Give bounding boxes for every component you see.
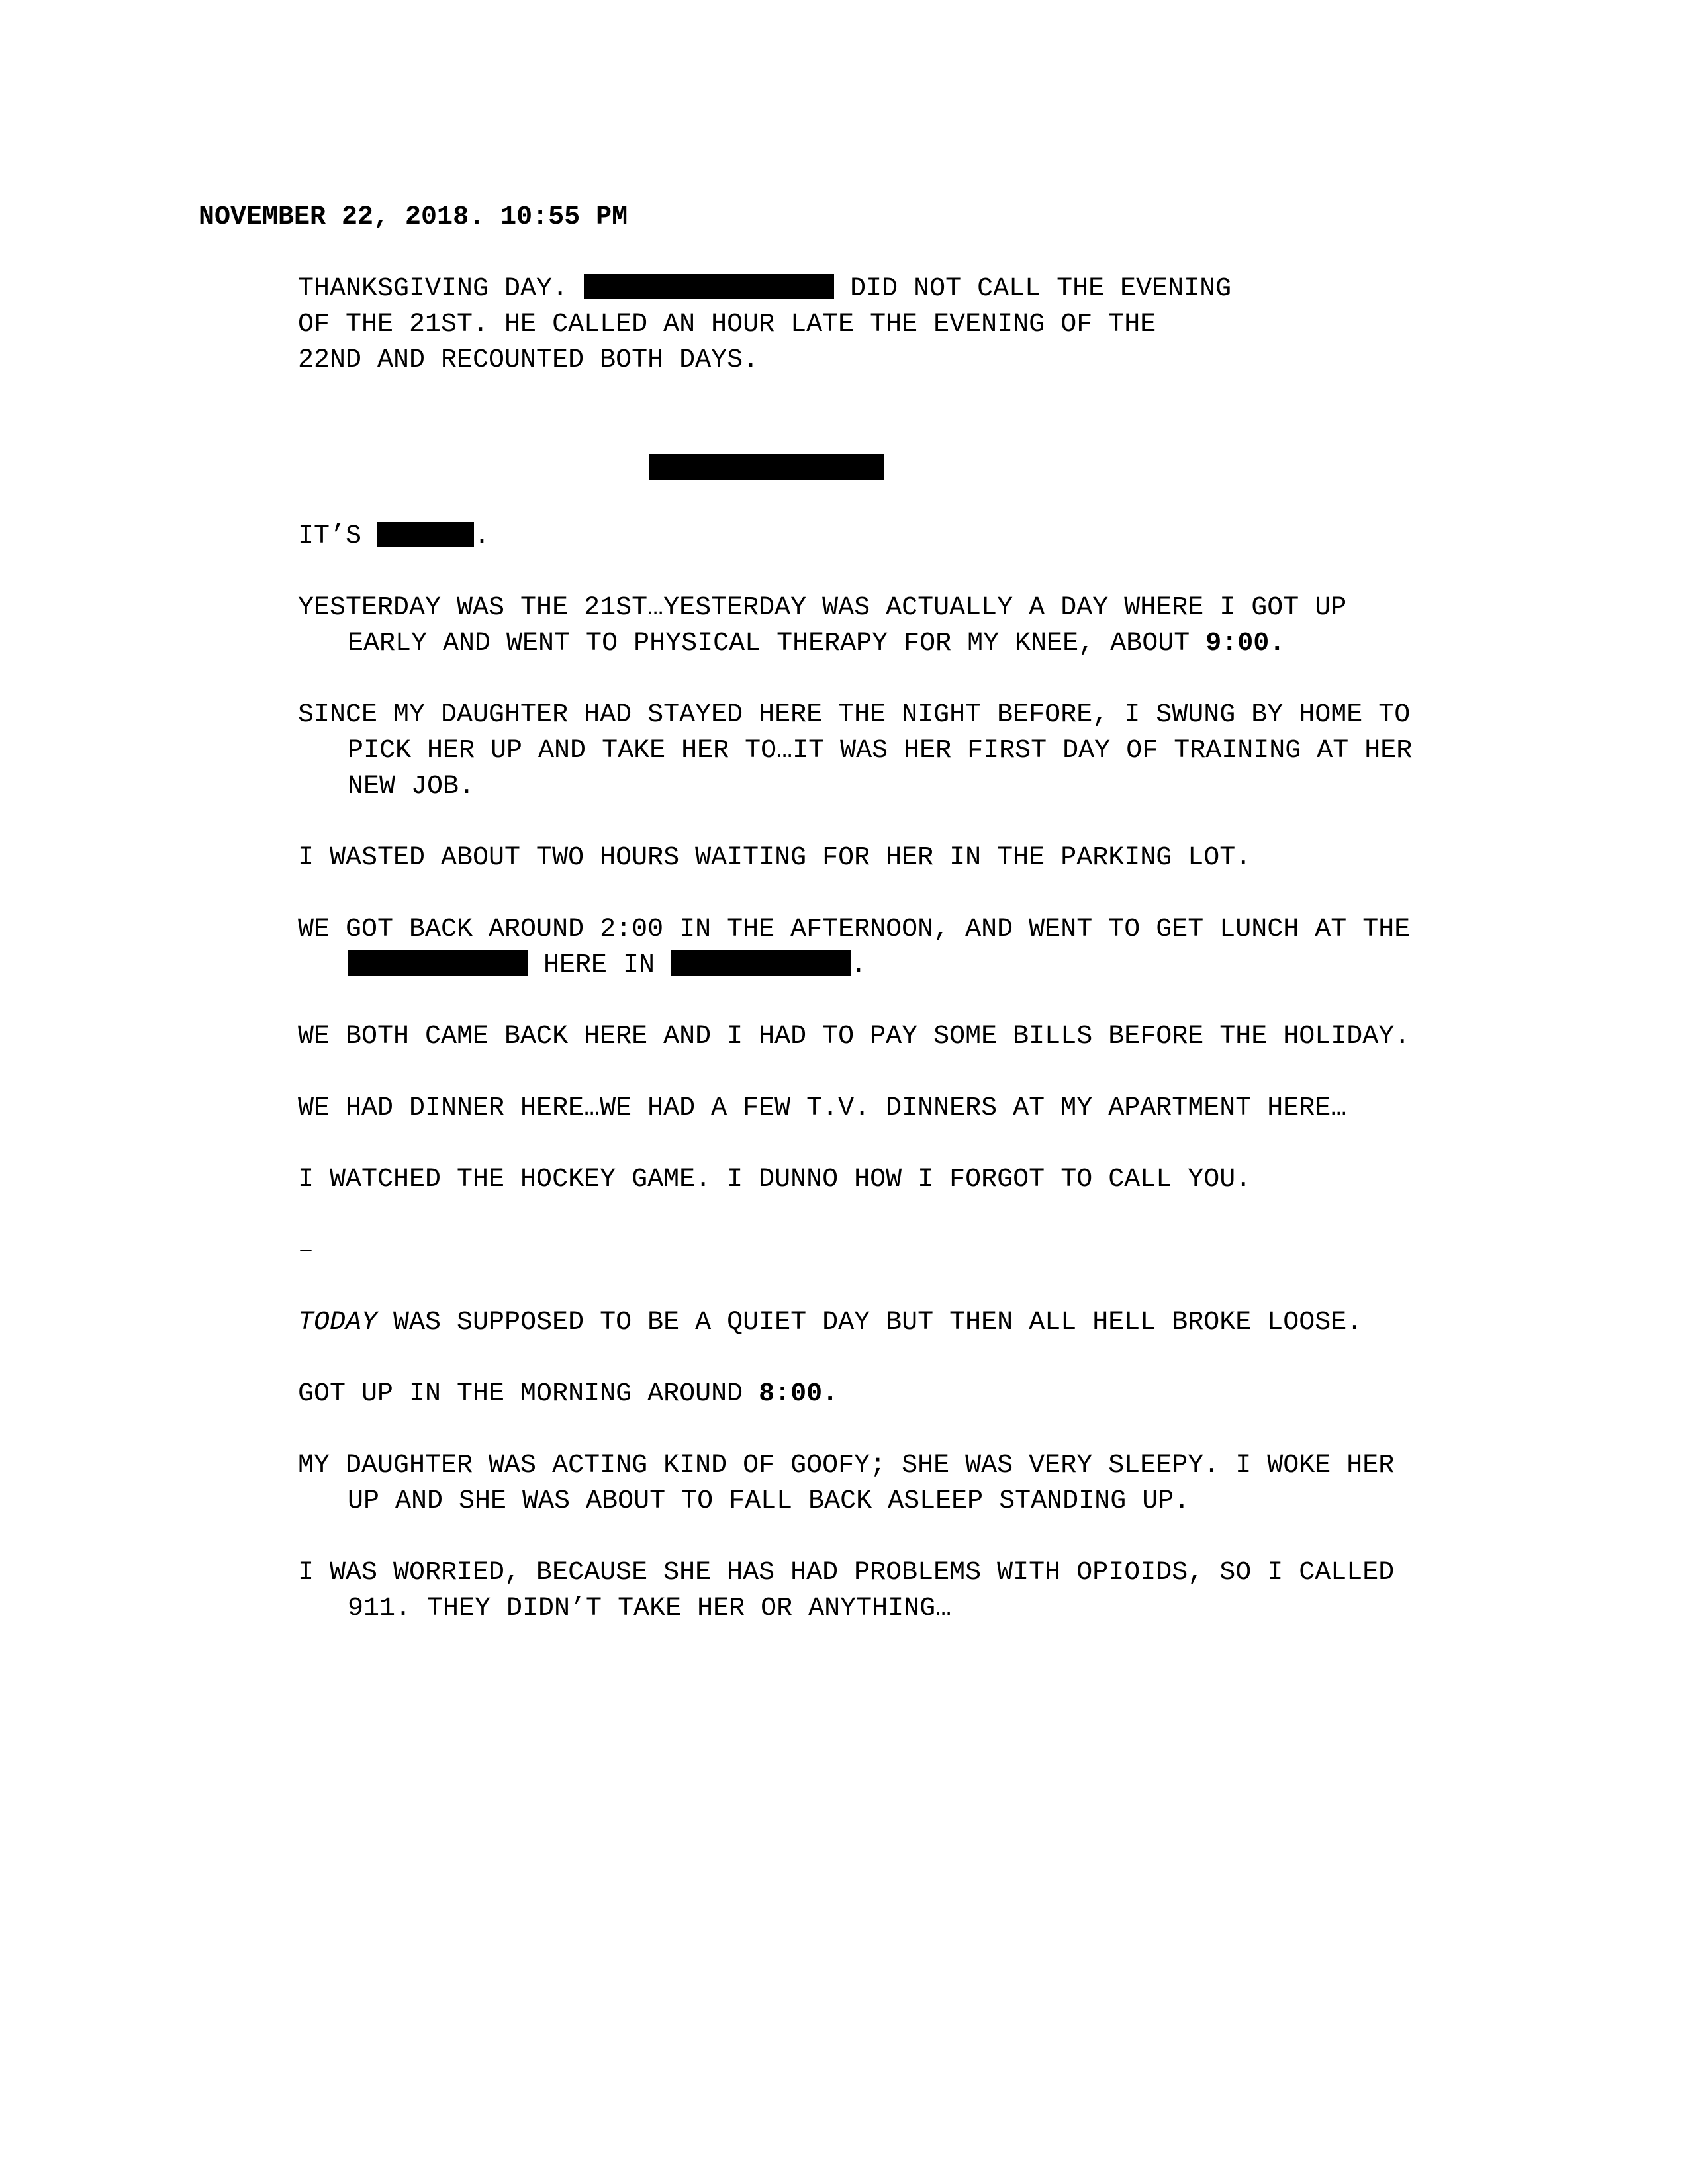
- text: WE GOT BACK AROUND 2:00 IN THE AFTERNOON, AND WENT TO GET LUNCH AT THE: [298, 915, 1427, 944]
- intro-text: DID NOT CALL THE EVENING: [834, 274, 1232, 304]
- transcript-paragraph: I WAS WORRIED, BECAUSE SHE HAS HAD PROBLEMS WITH OPIOIDS, SO I CALLED 911. THEY DIDN’T TAKE HER OR ANYTHING…: [298, 1558, 1411, 1623]
- redaction-bar: [584, 274, 834, 299]
- text: GOT UP IN THE MORNING AROUND: [298, 1379, 759, 1409]
- text: WAS SUPPOSED TO BE A QUIET DAY BUT THEN ALL HELL BROKE LOOSE.: [377, 1308, 1363, 1338]
- text: .: [474, 522, 491, 551]
- text: YESTERDAY WAS THE 21ST…YESTERDAY WAS ACTUALLY A DAY WHERE I GOT UP EARLY AND WENT TO PHYSICAL THERAPY FOR MY KNEE, ABOUT: [298, 593, 1363, 659]
- transcript-paragraph: I WASTED ABOUT TWO HOURS WAITING FOR HER IN THE PARKING LOT.: [298, 843, 1252, 873]
- transcript-paragraph: [298, 590, 1436, 662]
- entry-date-heading: NOVEMBER 22, 2018. 10:55 PM: [199, 203, 628, 232]
- transcript-paragraph: I WATCHED THE HOCKEY GAME. I DUNNO HOW I FORGOT TO CALL YOU.: [298, 1165, 1252, 1195]
- bold-time: 8:00.: [759, 1379, 839, 1409]
- text: .: [851, 950, 867, 980]
- redaction-bar: [377, 522, 474, 547]
- transcript-paragraph: MY DAUGHTER WAS ACTING KIND OF GOOFY; SHE WAS VERY SLEEPY. I WOKE HER UP AND SHE WAS ABOUT TO FALL BACK ASLEEP STANDING UP.: [298, 1451, 1411, 1516]
- transcript-paragraph: [298, 519, 1436, 555]
- redacted-name-heading: [649, 454, 884, 480]
- transcript-paragraph: [298, 1305, 1436, 1341]
- transcript-paragraph: [298, 1377, 1436, 1412]
- text: HERE IN: [528, 950, 671, 980]
- text: IT’S: [298, 522, 378, 551]
- intro-paragraph: [298, 271, 1436, 379]
- italic-word: TODAY: [298, 1308, 378, 1338]
- transcript-paragraph: SINCE MY DAUGHTER HAD STAYED HERE THE NIGHT BEFORE, I SWUNG BY HOME TO PICK HER UP AND TAKE HER TO…IT WAS HER FIRST DAY OF TRAINING AT HER NEW JOB.: [298, 700, 1429, 801]
- transcript-paragraph: [298, 912, 1436, 983]
- transcript-paragraph: WE HAD DINNER HERE…WE HAD A FEW T.V. DINNERS AT MY APARTMENT HERE…: [298, 1093, 1347, 1123]
- transcript-body: [298, 519, 1436, 1662]
- section-separator: –: [298, 1236, 314, 1266]
- transcript-paragraph: WE BOTH CAME BACK HERE AND I HAD TO PAY SOME BILLS BEFORE THE HOLIDAY.: [298, 1022, 1411, 1052]
- intro-text: 22ND AND RECOUNTED BOTH DAYS.: [298, 345, 759, 375]
- intro-text: THANKSGIVING DAY.: [298, 274, 585, 304]
- bold-time: 9:00.: [1205, 629, 1286, 659]
- redaction-bar: [671, 950, 851, 976]
- intro-text: OF THE 21ST. HE CALLED AN HOUR LATE THE EVENING OF THE: [298, 310, 1156, 340]
- redaction-bar: [348, 950, 528, 976]
